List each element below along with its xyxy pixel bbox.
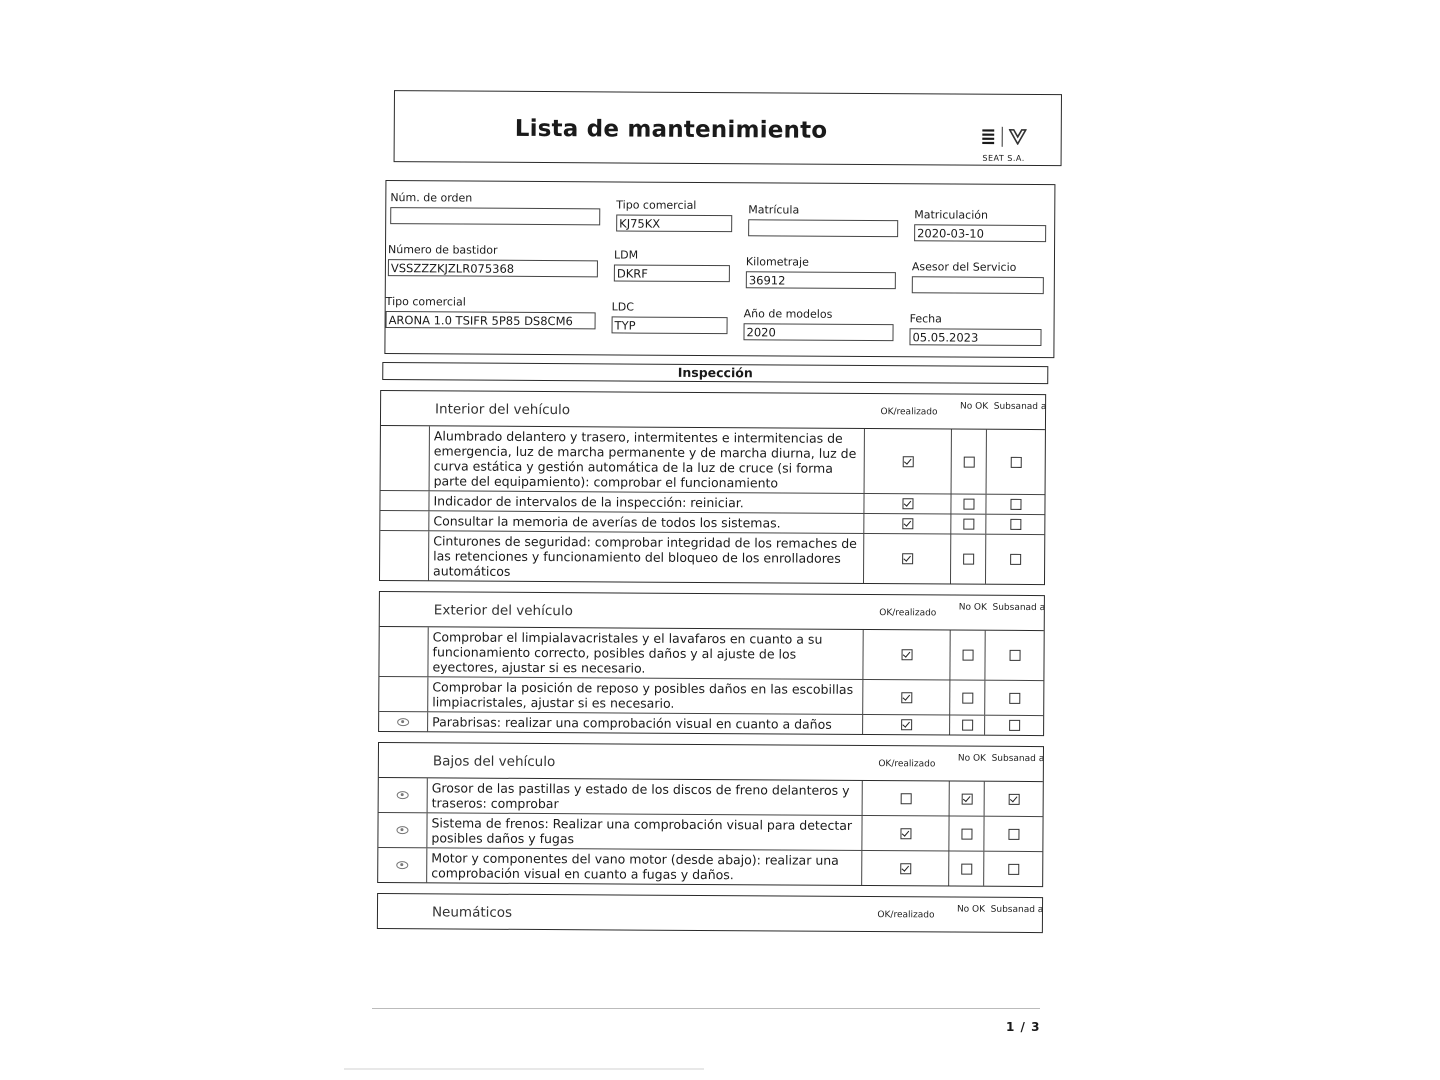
checklist-row [379,778,1043,817]
row-text: Alumbrado delantero y trasero, intermitentes e intermitencias de emergencia, luz de marcha permanente y de marcha diurna, luz de curva estática y gestión automática de la luz de cruce (si forma parte del equipamiento): comprobar el funcionamiento [430,426,865,493]
field-value[interactable] [748,219,898,237]
field-value[interactable]: KJ75KX [616,214,732,232]
row-icon-cell [379,712,428,731]
subsanada-checkbox[interactable] [1009,692,1020,703]
field-label: LDM [613,248,639,262]
col-subsanada-header: Subsanad a [992,602,1046,614]
checklist-row [380,531,1044,584]
field-label: Matrícula [748,203,800,217]
row-icon-cell [379,778,428,812]
ok-checkbox[interactable] [900,863,911,874]
section-0 [379,390,1046,585]
scan-edge [344,1068,704,1070]
field-fecha[interactable] [909,312,1041,346]
ok-cell [862,851,949,886]
brand-divider [1002,127,1003,147]
field-label: Tipo comercial [385,295,466,309]
field-label: Año de modelos [743,307,833,321]
field-matricula[interactable] [748,203,898,237]
no-ok-cell [950,681,985,715]
field-asesor[interactable] [912,260,1044,294]
row-text: Comprobar el limpialavacristales y el lavafaros en cuanto a su funcionamiento correcto, posibles daños y al ajuste de los eyectores, ajustar si es necesario. [428,627,863,679]
footer-divider [372,1008,1040,1009]
no-ok-cell [950,631,985,680]
col-ok-header: OK/realizado [879,608,937,619]
section-2 [377,742,1044,887]
col-subsanada-header: Subsanad a [990,904,1044,916]
no-ok-checkbox[interactable] [961,863,972,874]
ok-checkbox[interactable] [901,692,912,703]
col-no-ok-header: No OK [959,401,989,412]
section-header [379,743,1043,782]
field-label: Kilometraje [745,255,809,269]
checklist-row [379,627,1043,681]
no-ok-checkbox[interactable] [961,793,972,804]
brand-text: SEAT S.A. [982,153,1025,163]
subsanada-cell [986,495,1044,514]
no-ok-cell [950,716,985,735]
section-title: Neumáticos [431,904,513,921]
subsanada-checkbox[interactable] [1010,499,1021,510]
field-label: Núm. de orden [390,191,473,205]
visual-inspection-icon [396,826,408,834]
brand-block [975,125,1033,163]
ok-checkbox[interactable] [901,719,912,730]
section-title: Interior del vehículo [435,401,571,419]
subsanada-checkbox[interactable] [1010,456,1021,467]
ok-cell [863,630,950,680]
field-value[interactable]: DKRF [614,264,730,282]
row-text: Consultar la memoria de averías de todos los sistemas. [429,511,864,533]
no-ok-checkbox[interactable] [963,554,974,565]
ok-checkbox[interactable] [902,518,913,529]
no-ok-cell [950,782,985,816]
subsanada-checkbox[interactable] [1008,863,1019,874]
no-ok-cell [952,430,987,494]
row-text: Grosor de las pastillas y estado de los discos de freno delanteros y traseros: comprobar [428,778,863,815]
subsanada-checkbox[interactable] [1008,793,1019,804]
field-label: LDC [611,300,634,314]
col-subsanada-header: Subsanad a [993,401,1047,413]
checklist-row [381,426,1045,495]
field-label: Asesor del Servicio [911,260,1017,274]
field-num-orden[interactable] [390,191,600,225]
row-text: Cinturones de seguridad: comprobar integridad de los remaches de las retenciones y funcionamiento del bloqueo de los enrolladores automáticos [429,531,864,583]
no-ok-checkbox[interactable] [963,519,974,530]
checklist-row [379,712,1043,735]
field-value[interactable]: VSSZZZKJZLR075368 [388,259,598,277]
col-no-ok-header: No OK [958,602,987,613]
subsanada-checkbox[interactable] [1009,720,1020,731]
maintenance-document [373,90,1060,933]
subsanada-checkbox[interactable] [1010,519,1021,530]
field-value[interactable]: 2020-03-10 [914,224,1046,242]
field-ldm[interactable] [614,248,730,282]
field-value[interactable]: ARONA 1.0 TSIFR 5P85 DS8CM6 [386,311,596,329]
no-ok-cell [951,495,986,514]
ok-checkbox[interactable] [902,456,913,467]
no-ok-checkbox[interactable] [963,499,974,510]
ok-checkbox[interactable] [900,828,911,839]
subsanada-checkbox[interactable] [1009,650,1020,661]
subsanada-cell [985,681,1043,715]
ok-checkbox[interactable] [902,498,913,509]
field-anio-modelos[interactable] [743,307,893,341]
ok-cell [863,715,950,735]
ok-cell [864,494,951,514]
section-header [380,592,1044,631]
inspection-bar: Inspección [382,362,1048,384]
ok-cell [864,534,951,584]
subsanada-cell [985,716,1043,735]
section-header [381,391,1045,430]
row-text: Sistema de frenos: Realizar una comprobación visual para detectar posibles daños y fugas [427,813,862,850]
section-1 [378,591,1045,736]
brand-logos [975,125,1033,149]
visual-inspection-icon [397,791,409,799]
row-icon-cell [378,813,427,847]
order-info [384,180,1055,358]
no-ok-cell [951,535,986,584]
no-ok-checkbox[interactable] [963,456,974,467]
ok-checkbox[interactable] [901,649,912,660]
row-icon-cell [381,426,430,490]
field-value[interactable]: TYP [612,316,728,334]
field-label: Tipo comercial [616,198,697,212]
no-ok-cell [951,515,986,534]
no-ok-checkbox[interactable] [961,828,972,839]
field-label: Fecha [909,312,942,326]
field-kilometraje[interactable] [746,255,896,289]
field-matriculacion[interactable] [914,208,1046,242]
field-value[interactable] [390,207,600,225]
field-label: Número de bastidor [387,243,498,257]
ok-cell [863,781,950,816]
col-no-ok-header: No OK [956,904,986,915]
ok-checkbox[interactable] [900,793,911,804]
no-ok-checkbox[interactable] [962,650,973,661]
sections-container [373,390,1058,887]
subsanada-checkbox[interactable] [1010,554,1021,565]
no-ok-checkbox[interactable] [962,692,973,703]
subsanada-checkbox[interactable] [1008,828,1019,839]
ok-cell [863,680,950,715]
col-no-ok-header: No OK [957,753,987,764]
col-ok-header: OK/realizado [877,910,935,921]
seat-logo-icon: ≣ [980,125,997,148]
row-icon-cell [378,848,427,882]
subsanada-cell [984,852,1042,886]
row-icon-cell [379,677,428,711]
col-ok-header: OK/realizado [878,759,936,770]
field-tipo-comercial[interactable] [616,198,732,232]
subsanada-cell [986,535,1044,584]
no-ok-cell [949,817,984,851]
visual-inspection-icon [397,718,409,726]
row-icon-cell [380,531,429,580]
no-ok-cell [949,852,984,886]
row-text: Comprobar la posición de reposo y posibles daños en las escobillas limpiacristales, ajustar si es necesario. [428,677,863,714]
subsanada-cell [986,515,1044,534]
field-label: Matriculación [914,208,989,222]
field-bastidor[interactable] [388,243,598,277]
section-header [378,894,1042,932]
ok-checkbox[interactable] [902,553,913,564]
ok-cell [864,514,951,534]
subsanada-cell [984,817,1042,851]
page-number: 1 / 3 [1006,1020,1041,1034]
section-title: Bajos del vehículo [432,753,556,771]
row-icon-cell [379,627,428,676]
document-header [394,90,1062,166]
row-text: Motor y componentes del vano motor (desde abajo): realizar una comprobación visual en cuanto a fugas y daños. [427,848,862,885]
field-value[interactable]: 36912 [746,271,896,289]
field-value[interactable]: 2020 [743,323,893,341]
no-ok-checkbox[interactable] [962,720,973,731]
col-ok-header: OK/realizado [880,407,938,418]
section-neumaticos [377,893,1043,933]
col-subsanada-header: Subsanad a [991,753,1045,765]
visual-inspection-icon [396,861,408,869]
row-icon-cell [380,511,429,530]
row-text: Parabrisas: realizar una comprobación visual en cuanto a daños [428,712,863,734]
subsanada-cell [987,430,1045,494]
page-title: Lista de mantenimiento [514,115,828,144]
ok-cell [862,816,949,851]
checklist-row [378,813,1042,852]
field-value[interactable]: 05.05.2023 [909,328,1041,346]
row-icon-cell [380,491,429,510]
section-title: Exterior del vehículo [433,602,573,620]
checklist-row [379,677,1043,716]
field-value[interactable] [912,276,1044,294]
ok-cell [865,429,952,494]
cupra-logo-icon [1009,129,1027,145]
subsanada-cell [985,782,1043,816]
row-text: Indicador de intervalos de la inspección: reiniciar. [429,491,864,513]
subsanada-cell [985,631,1043,680]
field-ldc[interactable] [612,300,728,334]
field-tipo-comercial-2[interactable] [386,295,596,329]
checklist-row [378,848,1042,886]
